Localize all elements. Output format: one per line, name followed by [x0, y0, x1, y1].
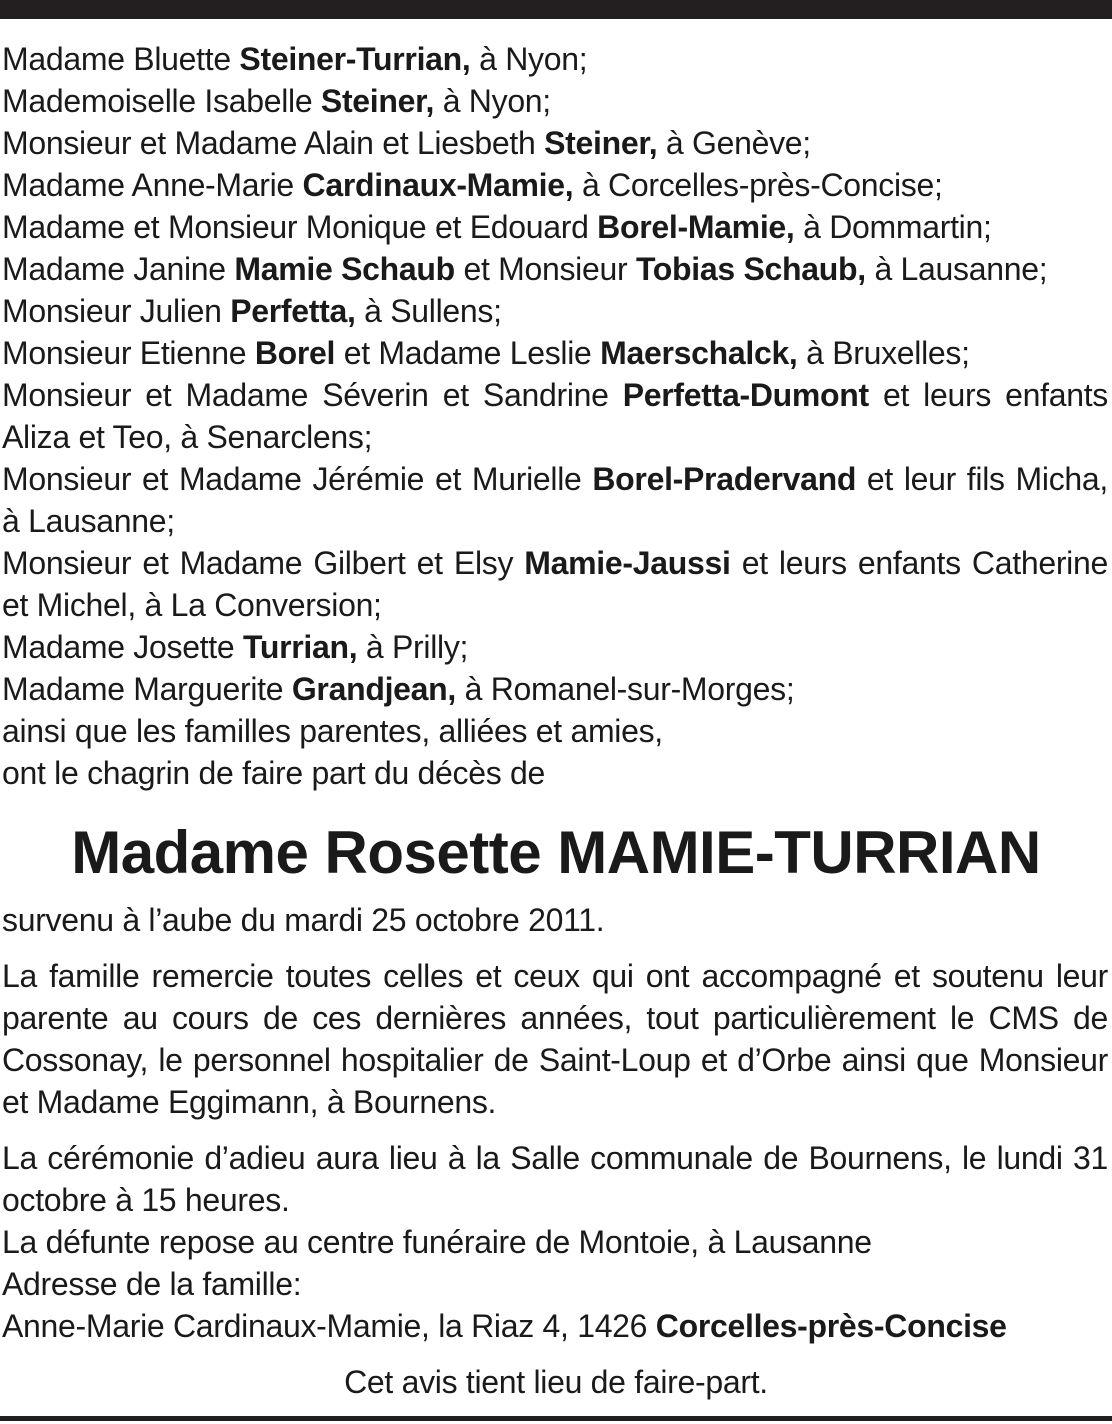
closing-line: ainsi que les familles parentes, alliées et amies,: [2, 713, 663, 749]
mourner-line: Monsieur Julien Perfetta, à Sullens;: [2, 293, 502, 329]
mourner-line: Monsieur et Madame Séverin et Sandrine Perfetta-Dumont et leurs enfants Aliza et Teo, à Senarclens;: [2, 377, 1108, 455]
mourner-line: Madame et Monsieur Monique et Edouard Borel-Mamie, à Dommartin;: [2, 209, 992, 245]
thanks-paragraph: La famille remercie toutes celles et ceux qui ont accompagné et soutenu leur parente au cours de ces dernières années, tout particulièrement le CMS de Cossonay, le personnel hospitalier de Saint-Loup et d’Orbe ainsi que Monsieur et Madame Eggimann, à Bournens.: [2, 958, 1108, 1120]
mourner-line: Monsieur et Madame Jérémie et Murielle Borel-Pradervand et leur fils Micha, à Lausanne;: [2, 461, 1108, 539]
closing-line: ont le chagrin de faire part du décès de: [2, 755, 546, 791]
mourner-line: Madame Bluette Steiner-Turrian, à Nyon;: [2, 41, 588, 77]
mourner-line: Madame Janine Mamie Schaub et Monsieur Tobias Schaub, à Lausanne;: [2, 251, 1048, 287]
ceremony-block: [2, 1137, 1108, 1347]
notice-line: Cet avis tient lieu de faire-part.: [344, 1364, 768, 1400]
mourner-line: Madame Anne-Marie Cardinaux-Mamie, à Corcelles-près-Concise;: [2, 167, 943, 203]
death-date-line: survenu à l’aube du mardi 25 octobre 2011.: [2, 902, 605, 938]
mourner-line: Monsieur et Madame Gilbert et Elsy Mamie-Jaussi et leurs enfants Catherine et Michel, à La Conversion;: [2, 545, 1108, 623]
top-rule: [0, 0, 1112, 19]
deceased-name: Madame Rosette MAMIE-TURRIAN: [71, 819, 1041, 886]
mourner-line: Monsieur Etienne Borel et Madame Leslie Maerschalck, à Bruxelles;: [2, 335, 970, 371]
mourner-line: Madame Marguerite Grandjean, à Romanel-sur-Morges;: [2, 671, 795, 707]
rest-line: La défunte repose au centre funéraire de Montoie, à Lausanne: [2, 1224, 872, 1260]
family-address: Anne-Marie Cardinaux-Mamie, la Riaz 4, 1426 Corcelles-près-Concise: [2, 1308, 1007, 1344]
address-label: Adresse de la famille:: [2, 1266, 302, 1302]
mourner-line: Monsieur et Madame Alain et Liesbeth Steiner, à Genève;: [2, 125, 811, 161]
mourner-line: Mademoiselle Isabelle Steiner, à Nyon;: [2, 83, 551, 119]
mourner-line: Madame Josette Turrian, à Prilly;: [2, 629, 469, 665]
bottom-rule: [0, 1416, 1112, 1421]
mourners-list: [2, 38, 1108, 794]
ceremony-paragraph: La cérémonie d’adieu aura lieu à la Salle communale de Bournens, le lundi 31 octobre à 15 heures.: [2, 1140, 1108, 1218]
